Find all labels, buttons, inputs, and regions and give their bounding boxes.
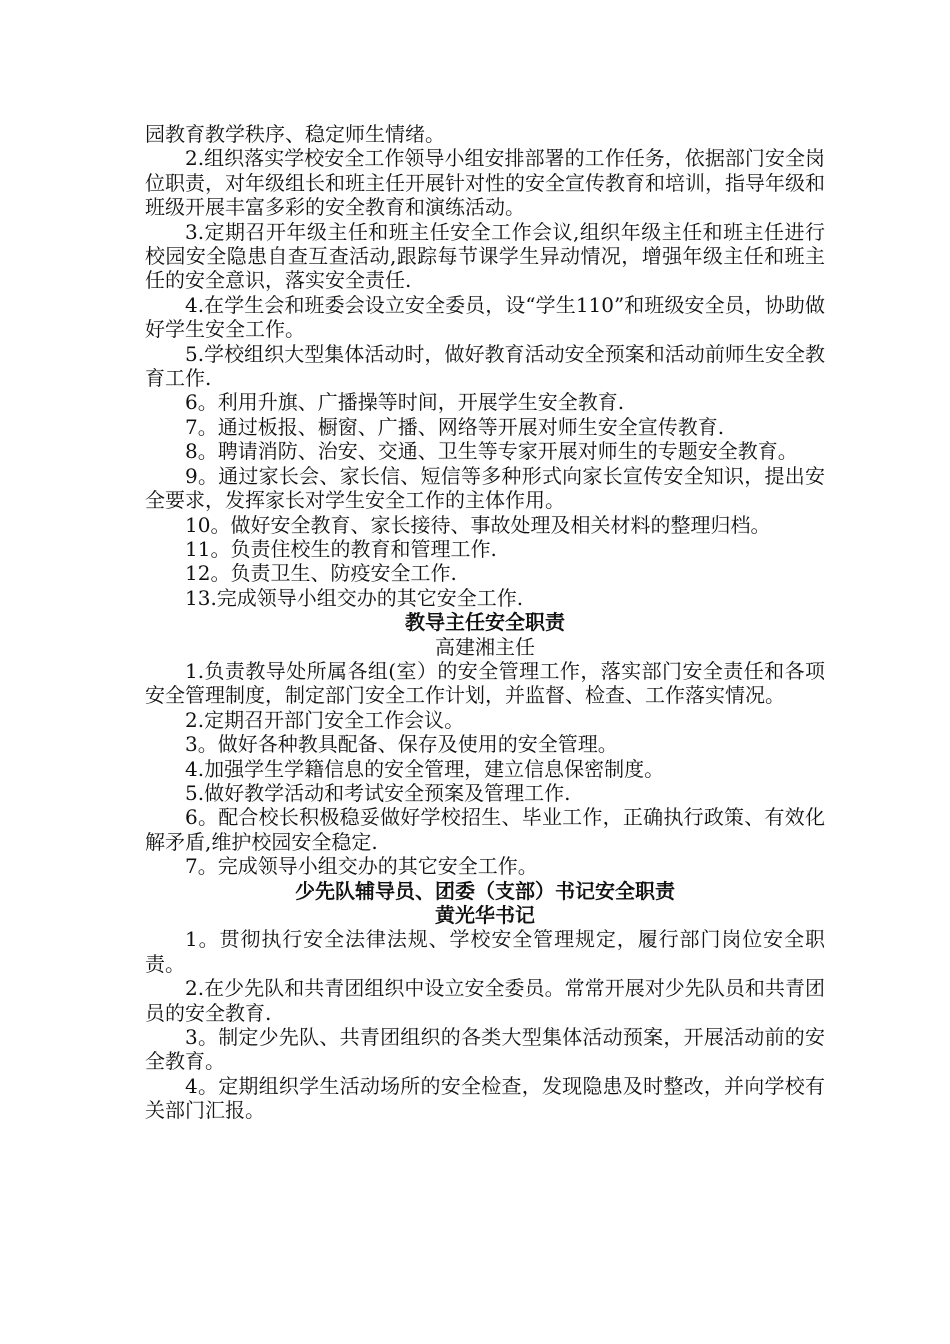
paragraph: 10。做好安全教育、家长接待、事故处理及相关材料的整理归档。	[185, 512, 771, 537]
paragraph: 2.定期召开部门安全工作会议。	[185, 707, 465, 732]
paragraph: 12。负责卫生、防疫安全工作.	[185, 561, 457, 586]
paragraph: 7。完成领导小组交办的其它安全工作。	[185, 854, 538, 879]
paragraph: 5.做好教学活动和考试安全预案及管理工作.	[185, 780, 571, 805]
paragraph: 3。制定少先队、共青团组织的各类大型集体活动预案，开展活动前的安全教育。	[145, 1025, 825, 1074]
paragraph: 4.在学生会和班委会设立安全委员，设“学生110”和班级安全员，协助做好学生安全工作。	[145, 292, 825, 342]
document-page	[145, 122, 825, 1123]
paragraph: 园教育教学秩序、稳定师生情绪。	[145, 122, 445, 146]
paragraph: 2.在少先队和共青团组织中设立安全委员。常常开展对少先队员和共青团员的安全教育.	[145, 976, 825, 1025]
section-person: 黄光华书记	[435, 903, 535, 927]
paragraph: 6。配合校长积极稳妥做好学校招生、毕业工作，正确执行政策、有效化解矛盾,维护校园安全稳定.	[145, 805, 825, 854]
paragraph: 6。利用升旗、广播操等时间，开展学生安全教育.	[185, 390, 625, 415]
paragraph: 8。聘请消防、治安、交通、卫生等专家开展对师生的专题安全教育。	[185, 439, 798, 464]
section-heading: 教导主任安全职责	[405, 610, 565, 635]
paragraph: 13.完成领导小组交办的其它安全工作.	[185, 585, 524, 610]
paragraph: 11。负责住校生的教育和管理工作.	[185, 536, 497, 561]
section-person: 高建湘主任	[435, 634, 535, 659]
paragraph: 5.学校组织大型集体活动时，做好教育活动安全预案和活动前师生安全教育工作.	[145, 341, 825, 391]
paragraph: 3.定期召开年级主任和班主任安全工作会议,组织年级主任和班主任进行校园安全隐患自查互查活动,跟踪每节课学生异动情况，增强年级主任和班主任的安全意识，落实安全责任.	[145, 219, 825, 293]
section-heading: 少先队辅导员、团委（支部）书记安全职责	[295, 878, 675, 903]
paragraph: 9。通过家长会、家长信、短信等多种形式向家长宣传安全知识，提出安全要求，发挥家长对学生安全工作的主体作用。	[145, 463, 825, 513]
paragraph: 3。做好各种教具配备、保存及使用的安全管理。	[185, 732, 618, 757]
paragraph: 4.加强学生学籍信息的安全管理，建立信息保密制度。	[185, 756, 665, 781]
paragraph: 4。定期组织学生活动场所的安全检查，发现隐患及时整改，并向学校有关部门汇报。	[145, 1073, 825, 1123]
paragraph: 1.负责教导处所属各组(室）的安全管理工作，落实部门安全责任和各项安全管理制度，制定部门安全工作计划，并监督、检查、工作落实情况。	[145, 658, 825, 708]
paragraph: 7。通过板报、橱窗、广播、网络等开展对师生安全宣传教育.	[185, 414, 725, 439]
paragraph: 1。贯彻执行安全法律法规、学校安全管理规定，履行部门岗位安全职责。	[145, 927, 825, 976]
paragraph: 2.组织落实学校安全工作领导小组安排部署的工作任务，依据部门安全岗位职责，对年级组长和班主任开展针对性的安全宣传教育和培训，指导年级和班级开展丰富多彩的安全教育和演练活动。	[145, 146, 825, 220]
